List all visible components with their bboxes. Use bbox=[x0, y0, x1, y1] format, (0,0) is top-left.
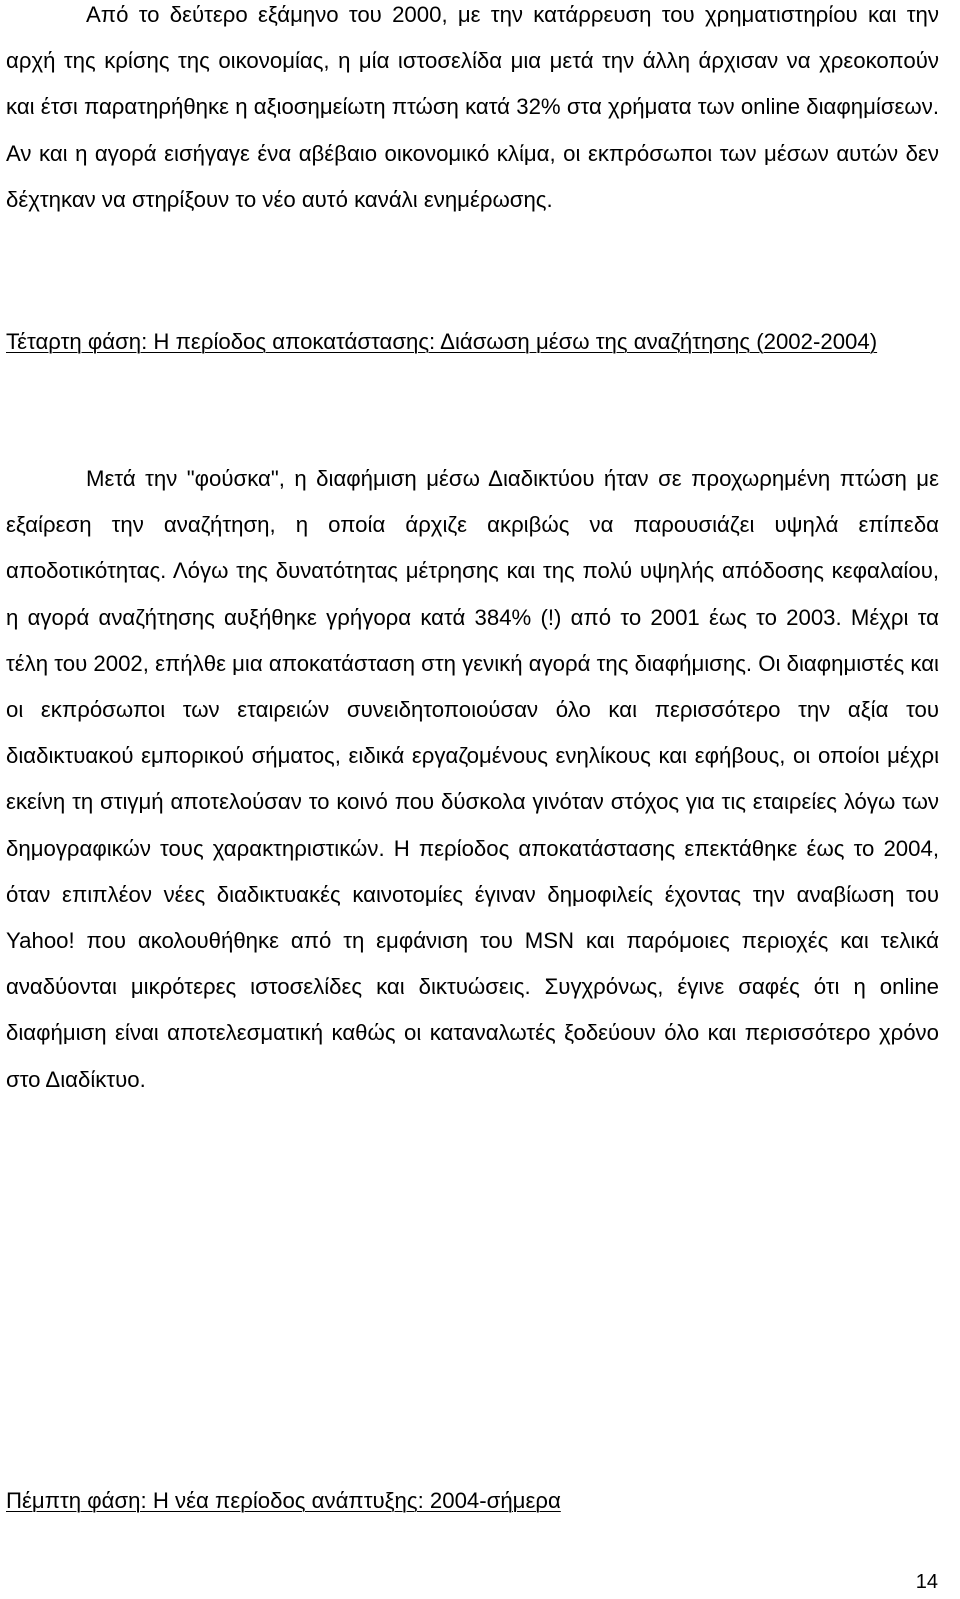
body-paragraph: Μετά την "φούσκα", η διαφήμιση μέσω Διαδικτύου ήταν σε προχωρημένη πτώση με εξαίρεση την αναζήτηση, η οποία άρχιζε ακριβώς να παρουσιάζει υψηλά επίπεδα αποδοτικότητας. Λόγω της δυνατότητας μέτρησης και της πολύ υψηλής απόδοσης κεφαλαίου, η αγορά αναζήτησης αυξήθηκε γρήγορα κατά 384% (!) από το 2001 έως το 2003. Μέχρι τα τέλη του 2002, επήλθε μια αποκατάσταση στη γενική αγορά της διαφήμισης. Οι διαφημιστές και οι εκπρόσωποι των εταιρειών συνειδητοποιούσαν όλο και περισσότερο την αξία του διαδικτυακού εμπορικού σήματος, ειδικά εργαζομένους ενηλίκους και εφήβους, οι οποίοι μέχρι εκείνη τη στιγμή αποτελούσαν το κοινό που δύσκολα γινόταν στόχος για τις εταιρείες λόγω των δημογραφικών τους χαρακτηριστικών. Η περίοδος αποκατάστασης επεκτάθηκε έως το 2004, όταν επιπλέον νέες διαδικτυακές καινοτομίες έγιναν δημοφιλείς έχοντας την αναβίωση του Yahoo! που ακολουθήθηκε από τη εμφάνιση του MSN και παρόμοιες περιοχές και τελικά αναδύονται μικρότερες ιστοσελίδες και δικτυώσεις. Συγχρόνως, έγινε σαφές ότι η online διαφήμιση είναι αποτελεσματική καθώς οι καταναλωτές ξοδεύουν όλο και περισσότερο χρόνο στο Διαδίκτυο. bbox=[6, 466, 939, 1092]
page-number: 14 bbox=[915, 1571, 938, 1593]
section-heading-phase-4: Τέταρτη φάση: Η περίοδος αποκατάστασης: Διάσωση μέσω της αναζήτησης (2002-2004) bbox=[6, 329, 878, 354]
section-heading-phase-5: Πέμπτη φάση: Η νέα περίοδος ανάπτυξης: 2004-σήμερα bbox=[6, 1488, 561, 1513]
body-paragraph: Από το δεύτερο εξάμηνο του 2000, με την κατάρρευση του χρηματιστηρίου και την αρχή της κρίσης της οικονομίας, η μία ιστοσελίδα μια μετά την άλλη άρχισαν να χρεοκοπούν και έτσι παρατηρήθηκε η αξιοσημείωτη πτώση κατά 32% στα χρήματα των online διαφημίσεων. Αν και η αγορά εισήγαγε ένα αβέβαιο οικονομικό κλίμα, οι εκπρόσωποι των μέσων αυτών δεν δέχτηκαν να στηρίξουν το νέο αυτό κανάλι ενημέρωσης. bbox=[6, 2, 939, 212]
